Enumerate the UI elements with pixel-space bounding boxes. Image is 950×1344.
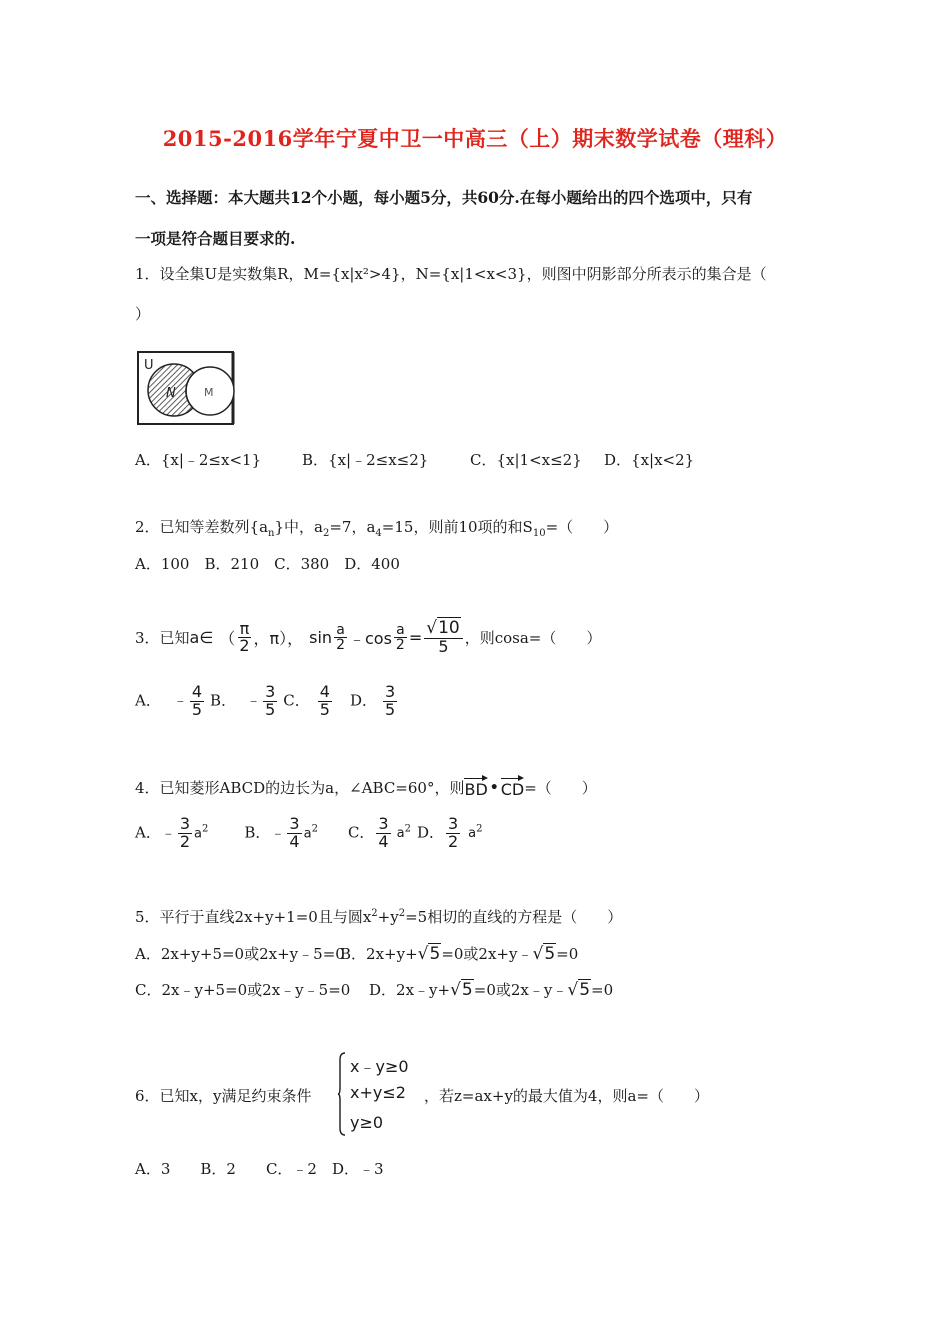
q5-option-b: B．2x+y+√5=0或2x+y﹣√5=0 [340,944,579,964]
q5-option-c: C．2x﹣y+5=0或2x﹣y﹣5=0 [135,981,351,999]
question-6-text-post: ，若z=ax+y的最大值为4，则a=（ ） [424,1087,709,1105]
venn-label-m: M [204,386,214,399]
q3-option-d: D． $\frac{3}{5}$ [349,682,396,719]
constraint-2: x+y≤2 [350,1083,406,1102]
q1-option-b: B．{x|﹣2≤x≤2} [302,451,429,469]
page-title: 2015-2016学年宁夏中卫一中高三（上）期末数学试卷（理科） [162,126,788,151]
venn-diagram [136,349,236,427]
vector-bd: BD [464,776,487,799]
q3-option-c: C． $\frac{4}{5}$ [283,682,330,719]
question-4-text: 4．已知菱形ABCD的边长为a，∠ABC=60°，则 BD • CD =（ ） [135,776,597,799]
constraint-system [338,1052,418,1136]
q4-options [135,816,483,851]
q1-option-c: C．{x|1<x≤2} [470,451,582,469]
q1-option-a: A．{x|﹣2≤x<1} [135,451,262,469]
question-1-text: 1．设全集U是实数集R，M={x|x²>4}，N={x|1<x<3}，则图中阴影部分所表示的集合是（ [135,265,767,283]
q2-options: A．100 B．210 C．380 D．400 [135,555,400,573]
question-1-text-cont: ） [135,305,151,323]
q1-option-d: D．{x|x<2} [604,451,695,469]
q4-option-a: A．﹣ $\frac{3}{2}$ $a^2$ [135,814,209,851]
constraint-3: y≥0 [350,1113,384,1132]
q3-option-a: A． ﹣ $\frac{4}{5}$ [135,682,203,719]
venn-label-u: U [144,358,154,373]
q3-option-b: B． ﹣ $\frac{3}{5}$ [210,682,276,719]
q5-option-d: D．2x﹣y+√5=0或2x﹣y﹣√5=0 [369,980,614,1000]
venn-label-n: N [166,386,176,401]
q4-option-b: B．﹣ $\frac{3}{4}$ $a^2$ [244,814,318,851]
vector-cd: CD [501,776,525,799]
question-3-text: 3．已知 a∈ （ $\frac{\pi}{2}$ ，π）， sin $\frac{a}{2}$ ﹣cos $\frac{a}{2}$ = $\frac{√10}{5}$ ，则cosa=（ ） [135,618,602,656]
question-2-text: 2．已知等差数列$\{a_n\}$中，$a_2=7$，$a_4=15$，则前10项的和$S_{10}=$（ ） [135,518,619,539]
q6-options: A．3 B．2 C．﹣2 D．﹣3 [135,1160,384,1178]
question-6-text-pre: 6．已知x，y满足约束条件 [135,1087,312,1105]
section-heading-line2: 一项是符合题目要求的. [135,229,296,248]
q3-options [135,684,399,719]
brace-icon [338,1052,346,1136]
constraint-1: x﹣y≥0 [350,1057,409,1076]
question-5-text: 5．平行于直线2x+y+1=0且与圆$x^2+y^2=5$相切的直线的方程是（ ） [135,908,623,926]
q5-option-a: A．2x+y+5=0或2x+y﹣5=0 [135,945,345,963]
q4-option-c: C． $\frac{3}{4}$ $a^2$ [347,814,411,851]
q4-option-d: D． $\frac{3}{2}$ $a^2$ [416,814,483,851]
section-heading-line1: 一、选择题：本大题共12个小题，每小题5分，共60分.在每小题给出的四个选项中，只有 [135,188,753,207]
